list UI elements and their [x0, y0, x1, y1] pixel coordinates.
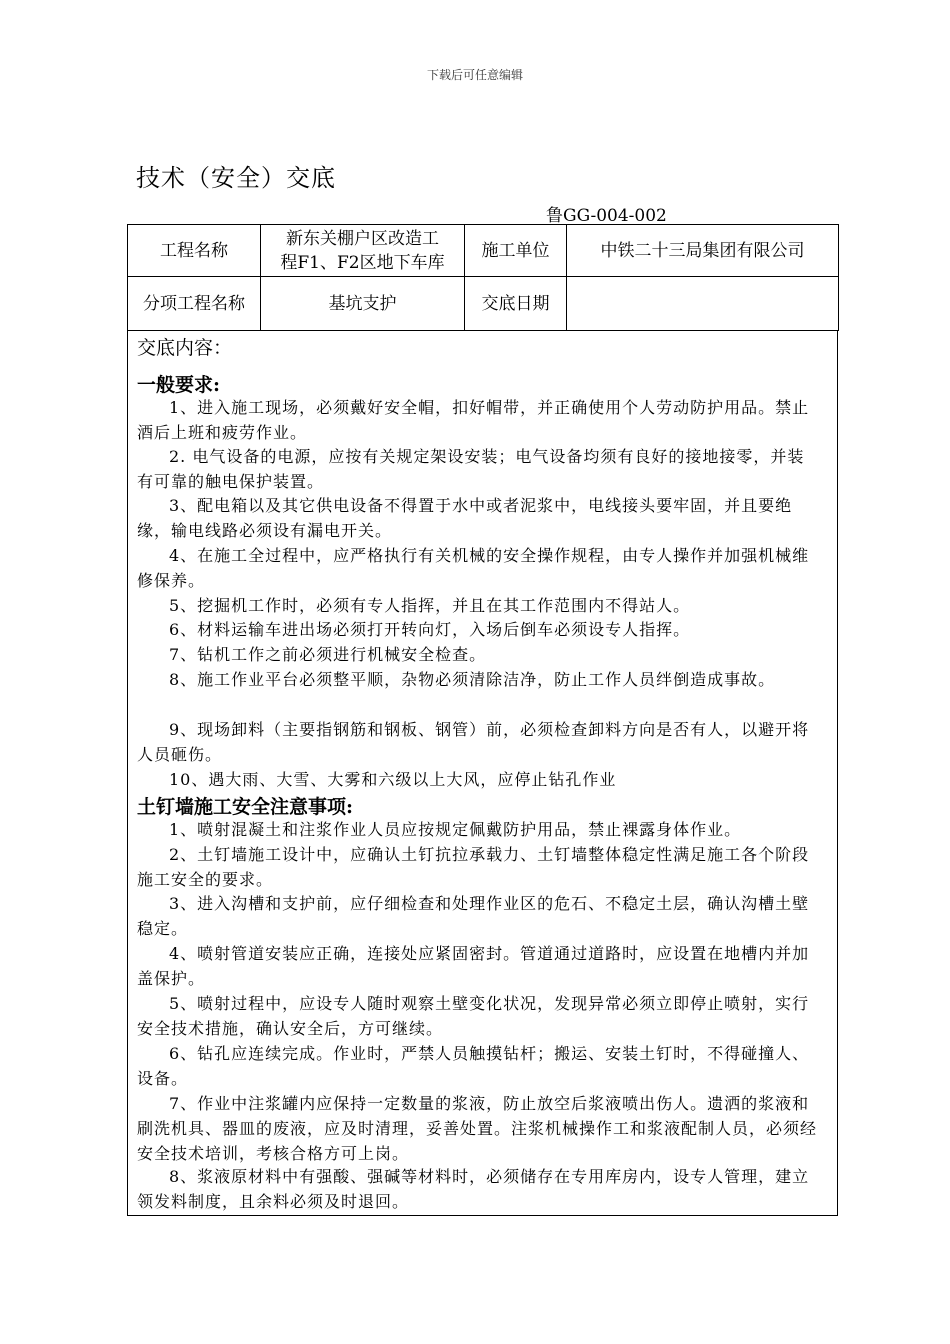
info-row-project [128, 225, 839, 277]
list-item: 6、钻孔应连续完成。作业时，严禁人员触摸钻杆；搬运、安装土钉时，不得碰撞人、设备。 [137, 1044, 810, 1088]
info-table [127, 224, 839, 331]
list-item: 3、进入沟槽和支护前，应仔细检查和处理作业区的危石、不稳定土层，确认沟槽土壁稳定。 [137, 894, 810, 938]
project-name-value [261, 225, 465, 277]
sub-project-label: 分项工程名称 [128, 277, 261, 331]
list-item: 2、土钉墙施工设计中，应确认土钉抗拉承载力、土钉墙整体稳定性满足施工各个阶段施工安全的要求。 [137, 845, 810, 889]
construction-unit-value: 中铁二十三局集团有限公司 [567, 225, 839, 277]
info-row-subproject [128, 277, 839, 331]
list-item: 7、钻机工作之前必须进行机械安全检查。 [169, 645, 487, 664]
list-item: 1、喷射混凝土和注浆作业人员应按规定佩戴防护用品，禁止裸露身体作业。 [169, 820, 742, 839]
sub-project-value: 基坑支护 [261, 277, 465, 331]
list-item: 6、材料运输车进出场必须打开转向灯，入场后倒车必须设专人指挥。 [169, 620, 691, 639]
list-item: 9、现场卸料（主要指钢筋和钢板、钢管）前，必须检查卸料方向是否有人，以避开将人员砸伤。 [137, 720, 810, 764]
document-code: 鲁GG-004-002 [546, 206, 667, 226]
document-title: 技术（安全）交底 [136, 164, 336, 192]
list-item: 5、喷射过程中，应设专人随时观察土壁变化状况，发现异常必须立即停止喷射，实行安全技术措施，确认安全后，方可继续。 [137, 994, 810, 1038]
list-item: 2. 电气设备的电源，应按有关规定架设安装；电气设备均须有良好的接地接零，并装有可靠的触电保护装置。 [137, 447, 805, 491]
date-label: 交底日期 [465, 277, 567, 331]
project-name-label: 工程名称 [128, 225, 261, 277]
date-value [567, 277, 839, 331]
header-note: 下载后可任意编辑 [426, 68, 523, 82]
list-item: 3、配电箱以及其它供电设备不得置于水中或者泥浆中，电线接头要牢固，并且要绝缘，输电线路必须设有漏电开关。 [137, 496, 793, 540]
project-name-line1: 新东关棚户区改造工 [286, 228, 439, 249]
list-item: 7、作业中注浆罐内应保持一定数量的浆液，防止放空后浆液喷出伤人。遗洒的浆液和刷洗机具、器皿的废液，应及时清理，妥善处置。注浆机械操作工和浆液配制人员，必须经安全技术培训，考核合格方可上岗。 [137, 1094, 818, 1163]
content-label: 交底内容： [137, 337, 233, 359]
list-item: 10、遇大雨、大雪、大雾和六级以上大风，应停止钻孔作业 [169, 770, 617, 789]
list-item: 4、在施工全过程中，应严格执行有关机械的安全操作规程，由专人操作并加强机械维修保养。 [137, 546, 810, 590]
project-name-line2: 程F1、F2区地下车库 [280, 252, 445, 273]
construction-unit-label: 施工单位 [465, 225, 567, 277]
list-item: 8、浆液原材料中有强酸、强碱等材料时，必须储存在专用库房内，设专人管理，建立领发料制度，且余料必须及时退回。 [137, 1167, 810, 1211]
list-item: 1、进入施工现场，必须戴好安全帽，扣好帽带，并正确使用个人劳动防护用品。禁止酒后上班和疲劳作业。 [137, 398, 810, 442]
list-item: 4、喷射管道安装应正确，连接处应紧固密封。管道通过道路时，应设置在地槽内并加盖保护。 [137, 944, 810, 988]
section-title-general: 一般要求: [137, 374, 221, 396]
section-title-soil-nail: 土钉墙施工安全注意事项: [137, 796, 354, 818]
list-item: 8、施工作业平台必须整平顺，杂物必须清除洁净，防止工作人员绊倒造成事故。 [169, 670, 776, 689]
list-item: 5、挖掘机工作时，必须有专人指挥，并且在其工作范围内不得站人。 [169, 596, 691, 615]
